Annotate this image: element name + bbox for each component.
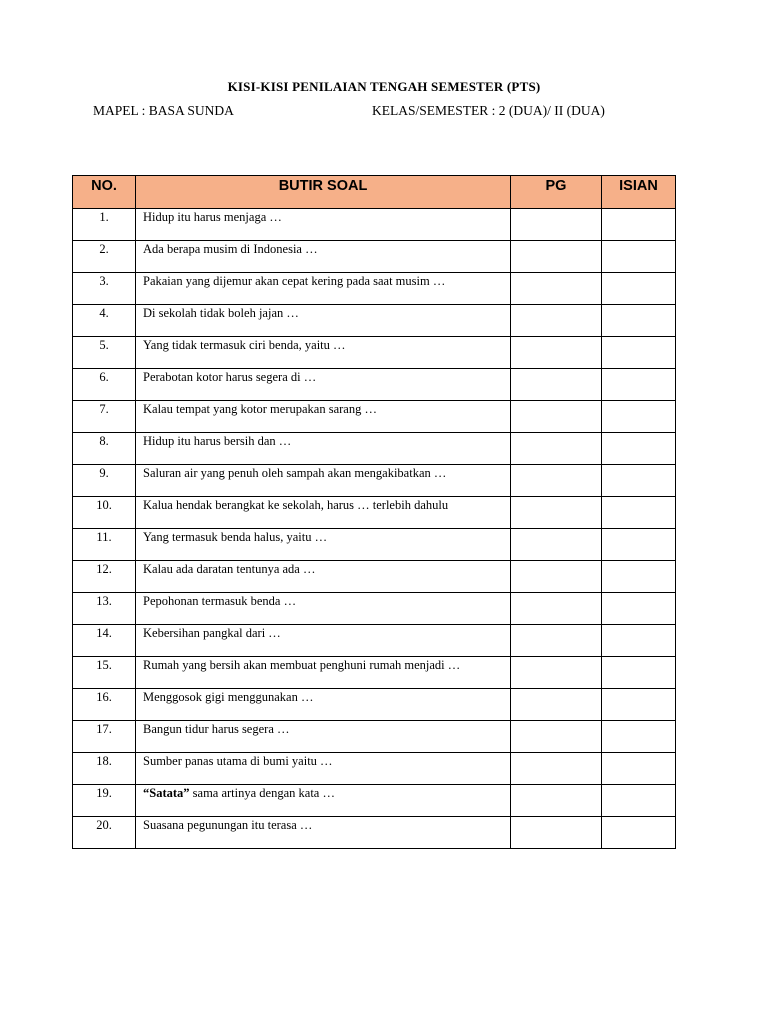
pg-cell xyxy=(511,561,602,593)
row-number: 15. xyxy=(73,657,136,689)
row-number: 9. xyxy=(73,465,136,497)
table-row xyxy=(73,401,676,433)
question-text: Suasana pegunungan itu terasa … xyxy=(136,817,511,849)
pg-cell xyxy=(511,433,602,465)
kelas-semester-label: KELAS/SEMESTER : 2 (DUA)/ II (DUA) xyxy=(372,103,605,118)
table-row xyxy=(73,689,676,721)
table-row xyxy=(73,433,676,465)
question-text: Ada berapa musim di Indonesia … xyxy=(136,241,511,273)
question-rest: sama artinya dengan kata … xyxy=(189,786,335,800)
isian-cell xyxy=(602,753,676,785)
question-text: Menggosok gigi menggunakan … xyxy=(136,689,511,721)
isian-cell xyxy=(602,593,676,625)
isian-cell xyxy=(602,209,676,241)
question-text: Perabotan kotor harus segera di … xyxy=(136,369,511,401)
isian-cell xyxy=(602,433,676,465)
question-text: Saluran air yang penuh oleh sampah akan mengakibatkan … xyxy=(136,465,511,497)
row-number: 1. xyxy=(73,209,136,241)
row-number: 13. xyxy=(73,593,136,625)
table-row xyxy=(73,753,676,785)
row-number: 8. xyxy=(73,433,136,465)
question-text xyxy=(136,785,511,817)
pg-cell xyxy=(511,369,602,401)
question-text: Hidup itu harus menjaga … xyxy=(136,209,511,241)
row-number: 7. xyxy=(73,401,136,433)
table-row xyxy=(73,497,676,529)
table-row xyxy=(73,561,676,593)
row-number: 14. xyxy=(73,625,136,657)
row-number: 16. xyxy=(73,689,136,721)
kisi-kisi-table xyxy=(72,175,676,849)
pg-cell xyxy=(511,593,602,625)
isian-cell xyxy=(602,465,676,497)
table-row xyxy=(73,209,676,241)
row-number: 6. xyxy=(73,369,136,401)
question-emphasis: “Satata” xyxy=(143,786,190,800)
row-number: 4. xyxy=(73,305,136,337)
question-text: Yang tidak termasuk ciri benda, yaitu … xyxy=(136,337,511,369)
row-number: 17. xyxy=(73,721,136,753)
document-title: KISI-KISI PENILAIAN TENGAH SEMESTER (PTS) xyxy=(227,79,541,94)
pg-cell xyxy=(511,785,602,817)
table-row xyxy=(73,305,676,337)
row-number: 5. xyxy=(73,337,136,369)
table-row xyxy=(73,529,676,561)
pg-cell xyxy=(511,209,602,241)
mapel-label: MAPEL : BASA SUNDA xyxy=(93,103,234,118)
pg-cell xyxy=(511,337,602,369)
isian-cell xyxy=(602,241,676,273)
row-number: 18. xyxy=(73,753,136,785)
pg-cell xyxy=(511,625,602,657)
question-text: Yang termasuk benda halus, yaitu … xyxy=(136,529,511,561)
table-header-row xyxy=(73,176,676,209)
table-row xyxy=(73,369,676,401)
question-text: Hidup itu harus bersih dan … xyxy=(136,433,511,465)
table-row xyxy=(73,657,676,689)
row-number: 11. xyxy=(73,529,136,561)
question-text: Pakaian yang dijemur akan cepat kering pada saat musim … xyxy=(136,273,511,305)
table-row xyxy=(73,241,676,273)
isian-cell xyxy=(602,305,676,337)
isian-cell xyxy=(602,497,676,529)
isian-cell xyxy=(602,721,676,753)
pg-cell xyxy=(511,529,602,561)
pg-cell xyxy=(511,305,602,337)
isian-cell xyxy=(602,817,676,849)
pg-cell xyxy=(511,401,602,433)
pg-cell xyxy=(511,753,602,785)
isian-cell xyxy=(602,785,676,817)
column-header-isian: ISIAN xyxy=(602,176,676,209)
question-text: Rumah yang bersih akan membuat penghuni rumah menjadi … xyxy=(136,657,511,689)
row-number: 10. xyxy=(73,497,136,529)
question-text: Kebersihan pangkal dari … xyxy=(136,625,511,657)
isian-cell xyxy=(602,561,676,593)
isian-cell xyxy=(602,625,676,657)
pg-cell xyxy=(511,273,602,305)
table-row xyxy=(73,721,676,753)
table-row xyxy=(73,593,676,625)
isian-cell xyxy=(602,273,676,305)
row-number: 19. xyxy=(73,785,136,817)
isian-cell xyxy=(602,529,676,561)
pg-cell xyxy=(511,689,602,721)
table-row xyxy=(73,465,676,497)
pg-cell xyxy=(511,721,602,753)
question-text: Pepohonan termasuk benda … xyxy=(136,593,511,625)
column-header-pg: PG xyxy=(511,176,602,209)
table-row xyxy=(73,785,676,817)
row-number: 20. xyxy=(73,817,136,849)
row-number: 12. xyxy=(73,561,136,593)
table-row xyxy=(73,817,676,849)
pg-cell xyxy=(511,817,602,849)
question-text: Di sekolah tidak boleh jajan … xyxy=(136,305,511,337)
isian-cell xyxy=(602,337,676,369)
question-text: Sumber panas utama di bumi yaitu … xyxy=(136,753,511,785)
column-header-butir-soal: BUTIR SOAL xyxy=(136,176,511,209)
pg-cell xyxy=(511,241,602,273)
table-row xyxy=(73,337,676,369)
pg-cell xyxy=(511,465,602,497)
question-text: Kalua hendak berangkat ke sekolah, harus … terlebih dahulu xyxy=(136,497,511,529)
question-text: Kalau ada daratan tentunya ada … xyxy=(136,561,511,593)
row-number: 3. xyxy=(73,273,136,305)
isian-cell xyxy=(602,657,676,689)
pg-cell xyxy=(511,657,602,689)
question-text: Bangun tidur harus segera … xyxy=(136,721,511,753)
question-text: Kalau tempat yang kotor merupakan sarang … xyxy=(136,401,511,433)
table-row xyxy=(73,625,676,657)
isian-cell xyxy=(602,689,676,721)
isian-cell xyxy=(602,401,676,433)
pg-cell xyxy=(511,497,602,529)
row-number: 2. xyxy=(73,241,136,273)
column-header-no: NO. xyxy=(73,176,136,209)
table-row xyxy=(73,273,676,305)
isian-cell xyxy=(602,369,676,401)
